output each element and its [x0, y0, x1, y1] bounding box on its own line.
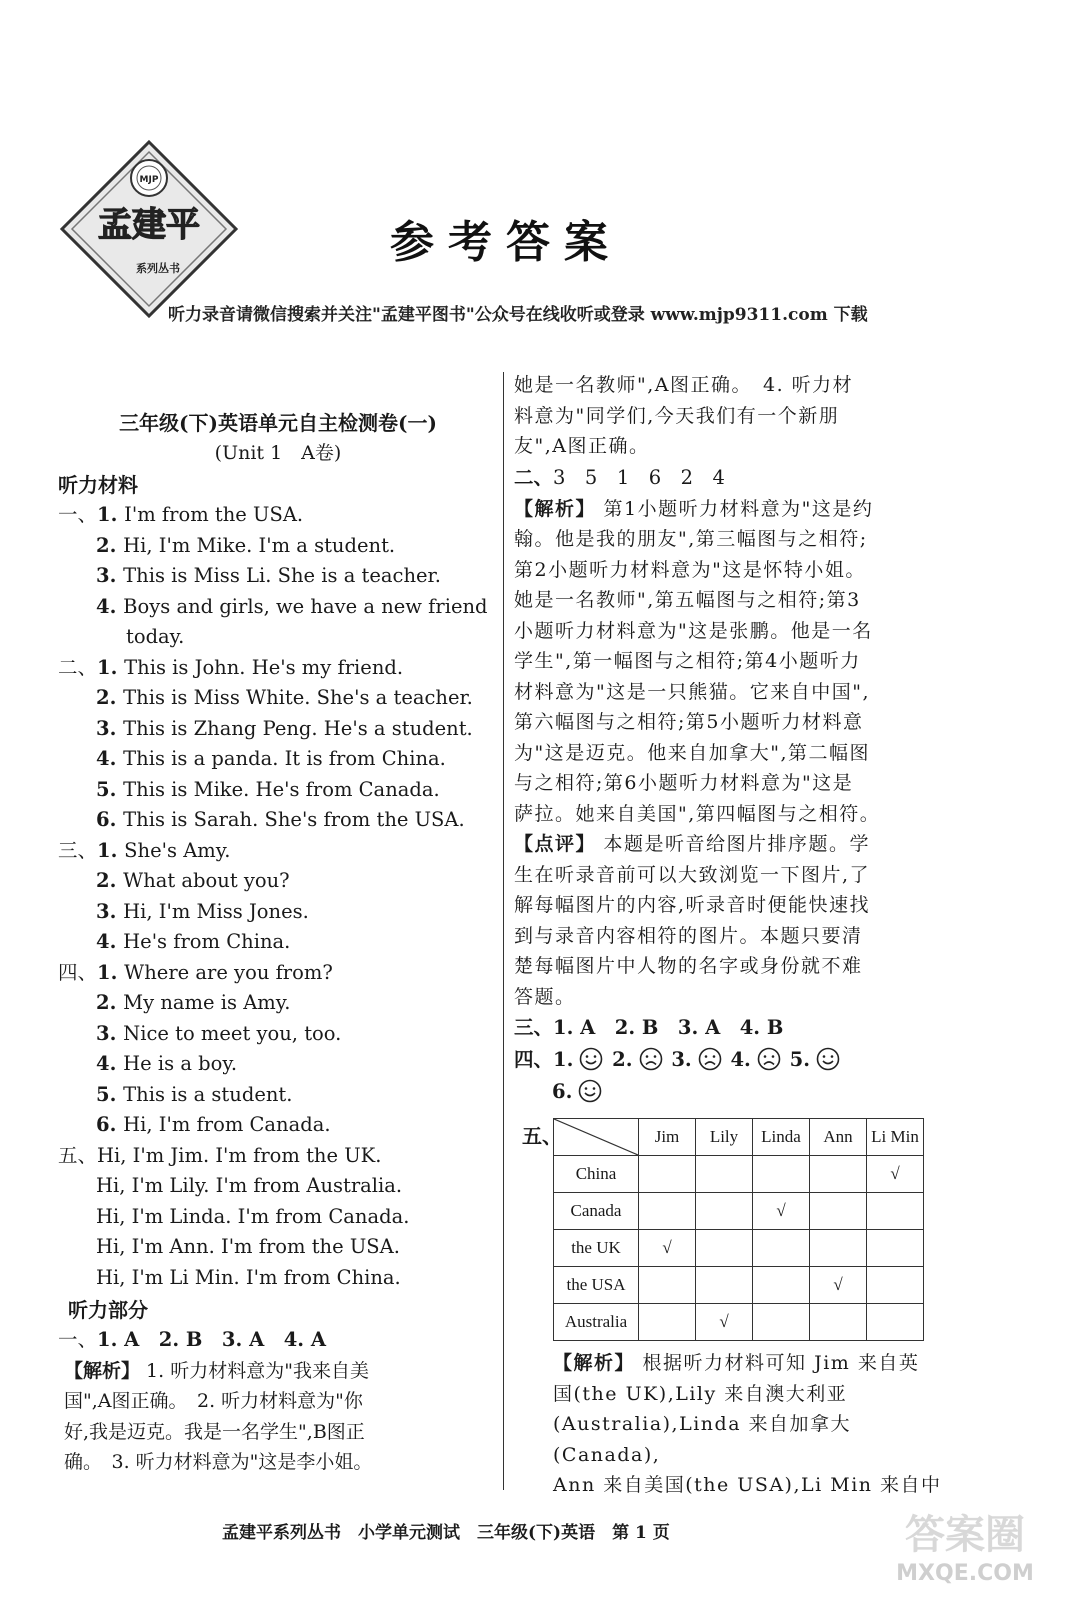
analysis-text: 第1小题听力材料意为"这是约: [596, 497, 874, 520]
sad-face-icon: [757, 1047, 781, 1071]
q4-number: 1.: [553, 1048, 574, 1071]
q4-item: [790, 1048, 842, 1071]
listening-line: [58, 958, 498, 989]
table-row: [554, 1156, 924, 1193]
analysis-text: 解每幅图片的内容,听录音时便能快速找: [514, 894, 871, 916]
item-number: 1.: [97, 503, 125, 526]
analysis-text: 料意为"同学们,今天我们有一个新朋: [514, 404, 840, 427]
analysis-text: 国(the UK),Lily 来自澳大利亚: [553, 1382, 848, 1405]
item-text: This is a student.: [123, 1082, 293, 1106]
item-text: This is Miss Li. She is a teacher.: [123, 564, 441, 587]
listening-line: [58, 622, 498, 653]
section-subtitle: (Unit 1 A卷): [214, 442, 342, 464]
analysis-line: [514, 370, 950, 401]
q2-comment: [514, 829, 950, 1012]
q4-number: 2.: [612, 1048, 633, 1071]
item-number: 4.: [96, 1052, 124, 1075]
item-number: 6.: [96, 1113, 124, 1136]
item-text: Hi, I'm from Canada.: [123, 1113, 331, 1136]
listening-material-heading: 听力材料: [58, 473, 138, 497]
logo-subtext: 系列丛书: [136, 262, 180, 275]
listening-line: [58, 1080, 498, 1111]
table-cell: [867, 1304, 924, 1341]
item-number: 2.: [96, 533, 124, 557]
item-text: My name is Amy.: [123, 991, 291, 1014]
q2-analysis: [514, 494, 950, 830]
table-cell: [639, 1304, 696, 1341]
table-cell: √: [867, 1156, 924, 1193]
item-text: This is Sarah. She's from the USA.: [123, 808, 465, 831]
table-cell: [696, 1267, 753, 1304]
analysis-line: [64, 1386, 498, 1417]
item-text: This is John. He's my friend.: [124, 655, 404, 679]
q1-answer-line: [58, 1325, 498, 1356]
analysis-tag: 【点评】: [514, 833, 597, 855]
analysis-line: [514, 524, 950, 555]
item-text: Boys and girls, we have a new friend: [123, 594, 488, 618]
analysis-line: [514, 921, 950, 952]
diagonal-line-icon: [554, 1119, 638, 1155]
item-text: Hi, I'm Li Min. I'm from China.: [96, 1265, 401, 1289]
listening-line: [58, 531, 498, 562]
listening-part-heading: 听力部分: [68, 1298, 148, 1322]
item-number: 2.: [96, 869, 124, 892]
q3-answer-line: [514, 1012, 950, 1044]
table-column-header: Linda: [753, 1119, 810, 1156]
q4-item: [553, 1048, 612, 1071]
analysis-line: [514, 951, 950, 982]
q4-number: 6.: [552, 1080, 573, 1103]
analysis-line: [514, 829, 950, 860]
analysis-text: 1. 听力材料意为"我来自美: [140, 1359, 369, 1382]
part-label: 二、: [58, 655, 98, 679]
analysis-line: [514, 982, 950, 1013]
item-text: This is a panda. It is from China.: [123, 747, 446, 770]
listening-line: [58, 775, 498, 806]
listening-line: [58, 744, 498, 775]
country-table: [553, 1118, 924, 1341]
analysis-line: [514, 646, 950, 677]
table-corner-cell: [554, 1119, 639, 1156]
q3-label: 三、: [514, 1016, 554, 1039]
table-row-header: China: [554, 1156, 639, 1193]
analysis-text: 楚每幅图片中人物的名字或身份就不难: [514, 955, 863, 977]
analysis-line: [553, 1379, 953, 1410]
analysis-line: [514, 616, 950, 647]
table-column-header: Jim: [639, 1119, 696, 1156]
table-cell: [753, 1230, 810, 1267]
smiley-face-icon: [816, 1047, 840, 1071]
q1-answers: 1. A 2. B 3. A 4. A: [97, 1328, 326, 1351]
table-row: [554, 1230, 924, 1267]
item-text: He is a boy.: [123, 1052, 238, 1075]
listening-line: [58, 592, 498, 623]
analysis-line: [553, 1348, 953, 1379]
listening-line: [58, 1232, 498, 1263]
analysis-text: 根据听力材料可知 Jim 来自英: [635, 1352, 920, 1374]
sad-face-icon: [639, 1047, 663, 1071]
listening-line: [58, 1049, 498, 1080]
page-footer: 孟建平系列丛书 小学单元测试 三年级(下)英语 第 1 页: [222, 1523, 670, 1543]
table-cell: [810, 1193, 867, 1230]
analysis-text: 友",A图正确。: [514, 435, 650, 457]
logo-emblem-letters: MJP: [139, 175, 159, 185]
table-cell: √: [639, 1230, 696, 1267]
listening-line: [58, 683, 498, 714]
analysis-line: [514, 677, 950, 708]
analysis-text: 她是一名教师",A图正确。 4. 听力材: [514, 374, 854, 396]
sad-face-icon: [698, 1047, 722, 1071]
table-row-header: Canada: [554, 1193, 639, 1230]
table-cell: [753, 1304, 810, 1341]
listening-line: [58, 1141, 498, 1172]
analysis-text: 翰。他是我的朋友",第三幅图与之相符;: [514, 528, 868, 550]
table-row-header: the USA: [554, 1267, 639, 1304]
download-notice: 听力录音请微信搜索并关注"孟建平图书"公众号在线收听或登录 www.mjp9311.com 下载: [168, 305, 868, 325]
listening-line: [58, 927, 498, 958]
listening-line: [58, 836, 498, 867]
watermark-domain: MXQE.COM: [896, 1561, 1034, 1586]
table-cell: √: [696, 1304, 753, 1341]
q1-analysis-continued: [514, 370, 950, 462]
q4-number: 3.: [671, 1048, 692, 1071]
table-cell: [639, 1156, 696, 1193]
item-text: He's from China.: [123, 930, 291, 953]
analysis-text: 确。 3. 听力材料意为"这是李小姐。: [64, 1451, 373, 1473]
table-cell: [867, 1230, 924, 1267]
item-number: 1.: [97, 960, 125, 984]
item-text: Hi, I'm Mike. I'm a student.: [123, 533, 396, 557]
listening-line: [58, 561, 498, 592]
item-number: 2.: [96, 991, 124, 1014]
analysis-text: (Australia),Linda 来自加拿大(Canada),: [553, 1413, 852, 1466]
table-cell: [867, 1267, 924, 1304]
part-label: 一、: [58, 503, 98, 526]
listening-line: [58, 1171, 498, 1202]
table-column-header: Ann: [810, 1119, 867, 1156]
listening-line: [58, 988, 498, 1019]
item-number: 4.: [96, 930, 124, 953]
table-cell: [696, 1156, 753, 1193]
analysis-line: [514, 494, 950, 525]
table-column-header: Li Min: [867, 1119, 924, 1156]
table-cell: [810, 1304, 867, 1341]
analysis-text: 材料意为"这是一只熊猫。它来自中国",: [514, 680, 871, 703]
analysis-line: [514, 401, 950, 432]
item-number: 2.: [96, 686, 124, 709]
analysis-line: [64, 1417, 498, 1448]
q4-number: 4.: [730, 1048, 751, 1071]
item-number: 3.: [96, 1021, 124, 1045]
table-cell: √: [753, 1193, 810, 1230]
right-column: [514, 370, 950, 1108]
listening-line: [58, 1019, 498, 1050]
analysis-tag: 【解析】: [64, 1359, 141, 1382]
analysis-line: [514, 585, 950, 616]
analysis-line: [514, 555, 950, 586]
q1-analysis: [58, 1356, 498, 1478]
table-header-row: [554, 1119, 924, 1156]
item-text: What about you?: [123, 869, 290, 892]
watermark: [880, 1500, 1050, 1590]
analysis-line: [553, 1409, 953, 1470]
listening-line: [58, 1202, 498, 1233]
item-text: Hi, I'm Miss Jones.: [123, 899, 309, 923]
analysis-text: 萨拉。她来自美国",第四幅图与之相符。: [514, 802, 881, 825]
analysis-line: [514, 707, 950, 738]
q2-label: 二、: [514, 465, 554, 489]
item-number: 6.: [96, 808, 124, 831]
item-text: Hi, I'm Ann. I'm from the USA.: [96, 1235, 400, 1258]
section-title: 三年级(下)英语单元自主检测卷(一): [119, 411, 437, 435]
analysis-line: [64, 1447, 498, 1478]
page-title: 参考答案: [390, 217, 622, 268]
part-label: 三、: [58, 838, 98, 862]
item-number: 4.: [96, 594, 124, 618]
listening-line: [58, 866, 498, 897]
item-text: Nice to meet you, too.: [123, 1021, 342, 1045]
item-text: Where are you from?: [124, 960, 333, 984]
analysis-text: 为"这是迈克。他来自加拿大",第二幅图: [514, 741, 871, 764]
item-number: 3.: [96, 564, 124, 587]
table-row: [554, 1267, 924, 1304]
item-text: This is Miss White. She's a teacher.: [123, 686, 473, 709]
smiley-face-icon: [579, 1047, 603, 1071]
listening-line: [58, 653, 498, 684]
table-row: [554, 1193, 924, 1230]
analysis-text: 第六幅图与之相符;第5小题听力材料意: [514, 711, 864, 733]
table-column-header: Lily: [696, 1119, 753, 1156]
analysis-text: 国",A图正确。 2. 听力材料意为"你: [64, 1390, 363, 1412]
q4-item: [514, 1080, 604, 1103]
analysis-text: 小题听力材料意为"这是张鹏。他是一名: [514, 619, 873, 642]
analysis-text: 答题。: [514, 985, 576, 1008]
table-cell: [867, 1193, 924, 1230]
listening-line: [58, 500, 498, 531]
q4-label: 四、: [514, 1048, 554, 1071]
item-text: This is Mike. He's from Canada.: [123, 777, 440, 801]
listening-material-list: [58, 500, 498, 1293]
item-number: 1.: [97, 838, 125, 862]
analysis-text: Ann 来自美国(the USA),Li Min 来自中: [553, 1474, 942, 1496]
table-cell: [696, 1230, 753, 1267]
table-cell: [639, 1267, 696, 1304]
q2-answers: 3 5 1 6 2 4: [553, 465, 725, 489]
analysis-text: 到与录音内容相符的图片。本题只要清: [514, 924, 863, 947]
part-label: 五、: [58, 1143, 98, 1167]
publisher-logo: [58, 138, 240, 320]
item-number: 5.: [96, 1082, 124, 1106]
left-column: [58, 370, 498, 1478]
table-cell: [696, 1193, 753, 1230]
analysis-text: 与之相符;第6小题听力材料意为"这是: [514, 772, 854, 794]
table-cell: [810, 1230, 867, 1267]
item-text: Hi, I'm Linda. I'm from Canada.: [96, 1204, 410, 1228]
listening-line: [58, 1110, 498, 1141]
item-number: 3.: [96, 716, 124, 740]
item-text: Hi, I'm Lily. I'm from Australia.: [96, 1174, 403, 1197]
table-cell: [753, 1267, 810, 1304]
q4-item: [612, 1048, 671, 1071]
analysis-line: [514, 738, 950, 769]
watermark-text: 答案圈: [905, 1512, 1025, 1558]
analysis-text: 学生",第一幅图与之相符;第4小题听力: [514, 650, 861, 672]
listening-line: [58, 714, 498, 745]
analysis-text: 第2小题听力材料意为"这是怀特小姐。: [514, 558, 866, 581]
listening-line: [58, 897, 498, 928]
table-cell: √: [810, 1267, 867, 1304]
item-text: She's Amy.: [124, 838, 231, 862]
item-number: 3.: [96, 899, 124, 923]
table-cell: [639, 1193, 696, 1230]
smiley-face-icon: [578, 1079, 602, 1103]
q3-answers: 1. A 2. B 3. A 4. B: [553, 1016, 784, 1039]
item-number: 4.: [96, 747, 124, 770]
analysis-line: [514, 431, 950, 462]
q4-number: 5.: [789, 1048, 810, 1071]
item-number: 1.: [97, 655, 125, 679]
q4-answer-line: [514, 1044, 950, 1108]
listening-line: [58, 1263, 498, 1294]
analysis-line: [514, 890, 950, 921]
analysis-text: 生在听录音前可以大致浏览一下图片,了: [514, 863, 871, 886]
table-row: [554, 1304, 924, 1341]
q1-label: 一、: [58, 1328, 98, 1351]
table-row-header: the UK: [554, 1230, 639, 1267]
analysis-tag: 【解析】: [553, 1352, 636, 1374]
item-text: Hi, I'm Jim. I'm from the UK.: [97, 1143, 382, 1167]
logo-text: 孟建平: [98, 205, 200, 245]
analysis-line: [514, 768, 950, 799]
analysis-text: 本题是听音给图片排序题。学: [596, 833, 871, 855]
analysis-text: 她是一名教师",第五幅图与之相符;第3: [514, 589, 861, 611]
q5-analysis: [553, 1348, 953, 1501]
item-number: 5.: [96, 777, 124, 801]
q4-item: [671, 1048, 730, 1071]
q5-label: 五、: [522, 1124, 562, 1148]
logo-emblem-icon: [58, 138, 240, 320]
item-text: This is Zhang Peng. He's a student.: [123, 716, 473, 740]
column-divider: [503, 372, 504, 1490]
analysis-tag: 【解析】: [514, 497, 597, 520]
listening-line: [58, 805, 498, 836]
table-cell: [753, 1156, 810, 1193]
analysis-line: [514, 799, 950, 830]
analysis-text: 好,我是迈克。我是一名学生",B图正: [64, 1420, 365, 1443]
analysis-line: [64, 1356, 498, 1387]
item-text: today.: [126, 625, 185, 648]
item-text: I'm from the USA.: [124, 503, 304, 526]
table-row-header: Australia: [554, 1304, 639, 1341]
part-label: 四、: [58, 960, 98, 984]
analysis-line: [553, 1470, 953, 1501]
table-cell: [810, 1156, 867, 1193]
q4-item: [730, 1048, 789, 1071]
analysis-line: [514, 860, 950, 891]
q2-answer-line: [514, 462, 950, 494]
